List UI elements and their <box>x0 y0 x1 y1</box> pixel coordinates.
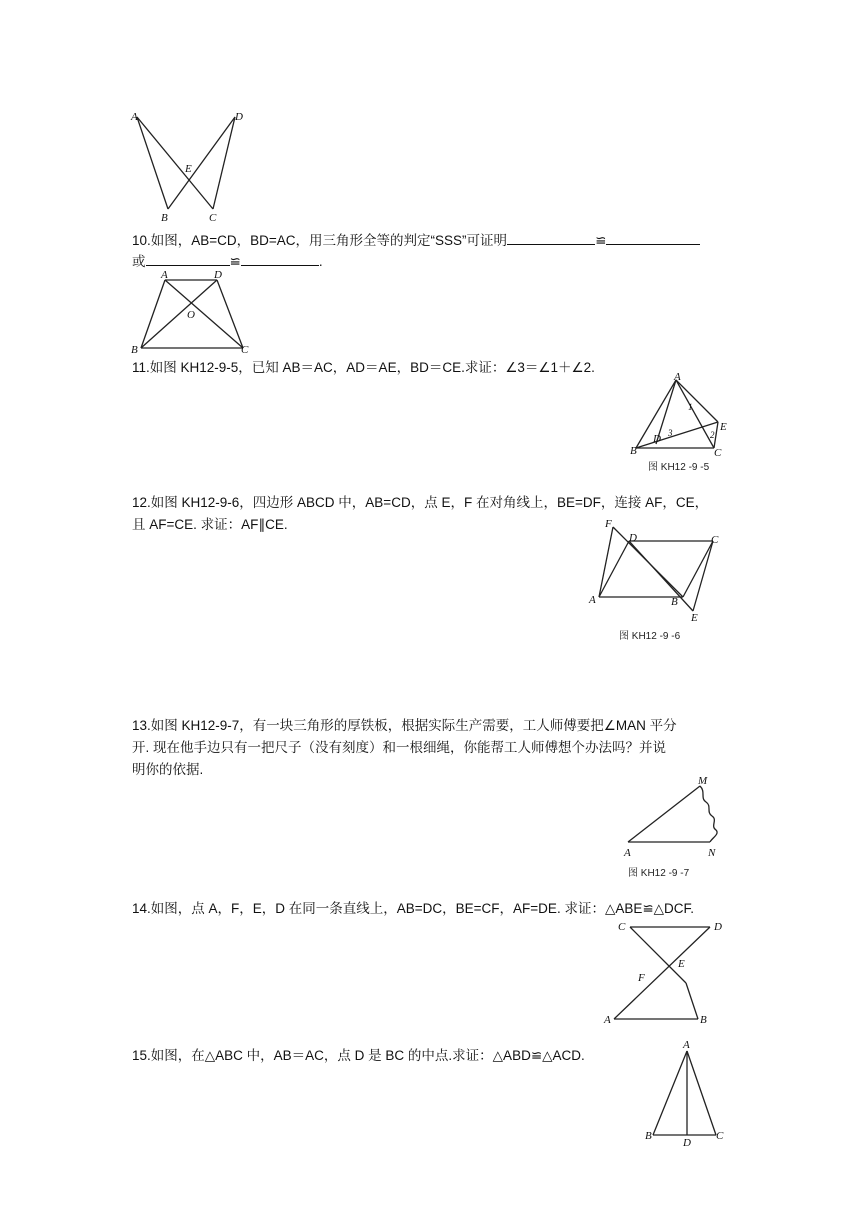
figure-kh12-9-7 <box>618 772 733 884</box>
answer-blank-4[interactable] <box>241 251 319 266</box>
label-D: D <box>235 111 243 123</box>
label-C: C <box>618 921 626 933</box>
label-A: A <box>683 1039 690 1051</box>
figure-caption: 图 KH12 -9 -6 <box>619 631 681 642</box>
answer-blank-3[interactable] <box>146 251 230 266</box>
label-A: A <box>674 371 681 383</box>
label-A: A <box>604 1014 611 1026</box>
question-13-line-2: 开. 现在他手边只有一把尺子（没有刻度）和一根细绳，你能帮工人师傅想个办法吗？并说 <box>132 740 667 755</box>
label-2: 2 <box>710 430 715 440</box>
question-13-line-3: 明你的依据. <box>132 762 204 777</box>
question-12-line-1: 12.如图 KH12-9-6，四边形 ABCD 中，AB=CD，点 E，F 在对角线上，BE=DF，连接 AF，CE， <box>132 495 709 510</box>
label-D: D <box>629 532 637 544</box>
label-C: C <box>716 1130 724 1142</box>
label-A: A <box>161 269 168 281</box>
answer-blank-2[interactable] <box>606 230 700 245</box>
label-C: C <box>714 447 722 459</box>
figure-kh12-9-5 <box>628 372 738 477</box>
answer-blank-1[interactable] <box>507 230 595 245</box>
label-3: 3 <box>668 428 673 438</box>
figure-bowtie <box>125 105 255 230</box>
label-D: D <box>214 269 222 281</box>
label-C: C <box>711 534 719 546</box>
figure-trapezoid <box>125 268 265 358</box>
label-F: F <box>638 972 645 984</box>
label-F: F <box>605 518 612 530</box>
label-B: B <box>700 1014 707 1026</box>
question-10-line-1: 10.如图，AB=CD，BD=AC，用三角形全等的判定“SSS”可证明 ≌ <box>132 230 700 252</box>
label-C: C <box>241 344 249 356</box>
label-B: B <box>630 445 637 457</box>
label-A: A <box>131 111 138 123</box>
label-C: C <box>209 212 217 224</box>
question-12-line-2: 且 AF=CE. 求证：AF∥CE. <box>132 517 288 532</box>
figure-caption: 图 KH12 -9 -5 <box>648 462 710 473</box>
question-11: 11.如图 KH12-9-5，已知 AB＝AC，AD＝AE，BD＝CE.求证：∠3＝∠1＋∠2. <box>132 360 595 375</box>
label-E: E <box>185 163 192 175</box>
label-E: E <box>678 958 685 970</box>
question-10-line-2: 或 ≌ . <box>132 251 323 273</box>
label-B: B <box>161 212 168 224</box>
figure-kh12-9-6 <box>585 515 730 645</box>
label-B: B <box>671 596 678 608</box>
label-A: A <box>589 594 596 606</box>
label-B: B <box>131 344 138 356</box>
label-D: D <box>683 1137 691 1149</box>
question-13-line-1: 13.如图 KH12-9-7，有一块三角形的厚铁板，根据实际生产需要，工人师傅要把∠MAN 平分 <box>132 718 677 733</box>
label-A: A <box>624 847 631 859</box>
label-D: D <box>653 433 661 445</box>
label-1: 1 <box>688 402 693 412</box>
label-E: E <box>720 421 727 433</box>
figure-caption: 图 KH12 -9 -7 <box>628 868 690 879</box>
figure-isosceles <box>640 1035 735 1150</box>
question-15: 15.如图，在△ABC 中，AB＝AC，点 D 是 BC 的中点.求证：△ABD≌△ACD. <box>132 1048 585 1063</box>
label-D: D <box>714 921 722 933</box>
label-E: E <box>691 612 698 624</box>
figure-bowtie-afed <box>598 915 738 1027</box>
label-O: O <box>187 309 195 321</box>
label-B: B <box>645 1130 652 1142</box>
label-M: M <box>698 775 708 787</box>
question-14: 14.如图，点 A，F，E，D 在同一条直线上，AB=DC，BE=CF，AF=DE. 求证：△ABE≌△DCF. <box>132 901 695 916</box>
label-N: N <box>708 847 716 859</box>
